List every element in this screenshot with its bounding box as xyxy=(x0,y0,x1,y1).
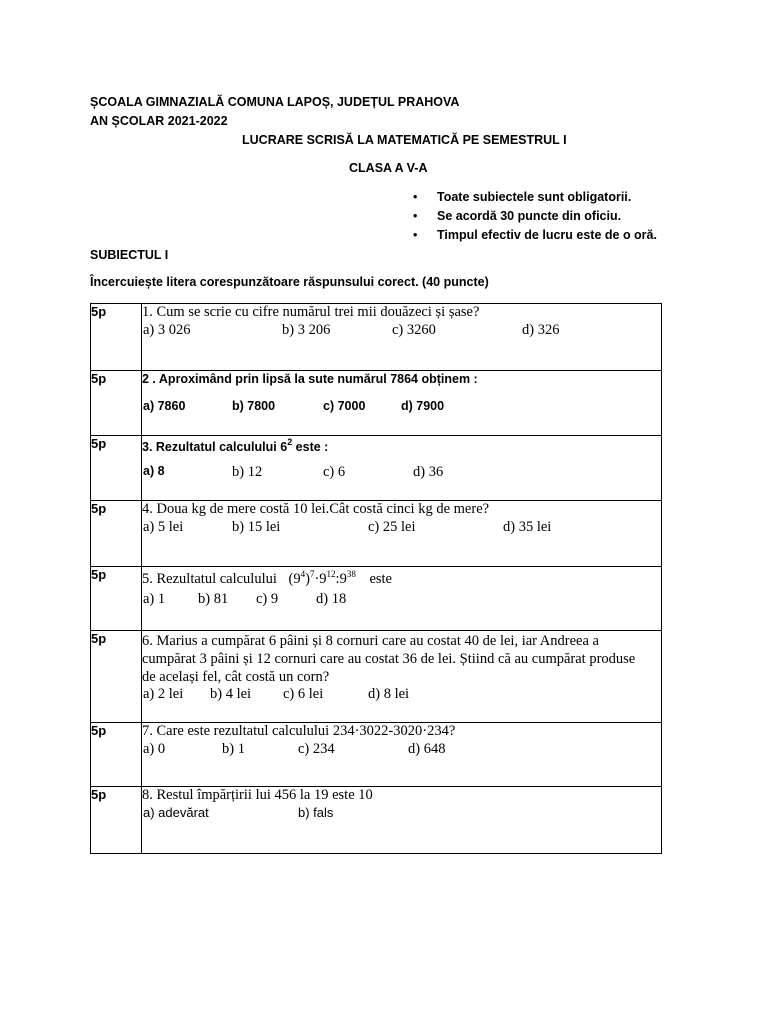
class-label: CLASA A V-A xyxy=(349,161,428,175)
question-text: 8. Restul împărțirii lui 456 la 19 este 10 xyxy=(142,787,373,803)
option[interactable]: c) 3260 xyxy=(392,322,436,338)
bullet-icon: • xyxy=(413,228,418,242)
option[interactable]: b) 4 lei xyxy=(210,686,252,702)
option[interactable]: d) 18 xyxy=(316,591,347,607)
question-points: 5p xyxy=(91,501,142,567)
question-points: 5p xyxy=(91,631,142,723)
answer-options xyxy=(142,322,661,340)
answer-options xyxy=(142,519,661,537)
option[interactable]: b) 12 xyxy=(232,464,263,480)
question-cell xyxy=(142,501,662,567)
option[interactable]: a) 1 xyxy=(143,591,166,607)
option[interactable]: b) fals xyxy=(298,805,334,820)
option[interactable]: b) 1 xyxy=(222,741,245,757)
section-instruction: Încercuiește litera corespunzătoare răspunsului corect. (40 puncte) xyxy=(90,275,489,289)
option[interactable]: a) 3 026 xyxy=(143,322,191,338)
option[interactable]: d) 35 lei xyxy=(503,519,552,535)
question-points: 5p xyxy=(91,304,142,371)
question-row xyxy=(91,787,662,854)
questions-table xyxy=(90,303,662,854)
option[interactable]: c) 6 xyxy=(323,464,346,480)
option[interactable]: d) 7900 xyxy=(401,399,445,413)
question-points: 5p xyxy=(91,371,142,436)
question-cell xyxy=(142,371,662,436)
question-row xyxy=(91,631,662,723)
question-cell xyxy=(142,723,662,787)
option[interactable]: c) 6 lei xyxy=(283,686,324,702)
bullet-icon: • xyxy=(413,209,418,223)
option[interactable]: b) 15 lei xyxy=(232,519,281,535)
question-text: 5. Rezultatul calculului $(9^4)^7\cdot 9^{12}:9^{38}$ este xyxy=(142,569,392,587)
option[interactable]: d) 326 xyxy=(522,322,560,338)
question-row xyxy=(91,371,662,436)
answer-options xyxy=(142,464,661,482)
option[interactable]: a) 0 xyxy=(143,741,166,757)
option[interactable]: d) 36 xyxy=(413,464,444,480)
question-points: 5p xyxy=(91,723,142,787)
question-points: 5p xyxy=(91,567,142,631)
option[interactable]: b) 7800 xyxy=(232,399,276,413)
answer-options xyxy=(142,686,661,704)
answer-options xyxy=(142,591,661,609)
question-row xyxy=(91,567,662,631)
section-title: SUBIECTUL I xyxy=(90,248,169,262)
question-text: 1. Cum se scrie cu cifre numărul trei mii douăzeci și șase? xyxy=(142,304,480,320)
answer-options xyxy=(142,805,661,823)
bullet-icon: • xyxy=(413,190,418,204)
question-points: 5p xyxy=(91,436,142,501)
answer-options xyxy=(142,399,661,417)
option[interactable]: b) 81 xyxy=(198,591,229,607)
question-row xyxy=(91,436,662,501)
question-text: 4. Doua kg de mere costă 10 lei.Cât costă cinci kg de mere? xyxy=(142,501,490,517)
option[interactable]: a) 5 lei xyxy=(143,519,184,535)
question-cell xyxy=(142,787,662,854)
question-text: 7. Care este rezultatul calculului 234·3022-3020·234? xyxy=(142,723,456,739)
answer-options xyxy=(142,741,661,759)
option[interactable]: b) 3 206 xyxy=(282,322,331,338)
option[interactable]: c) 25 lei xyxy=(368,519,416,535)
question-text: 2 . Aproximând prin lipsă la sute numărul 7864 obținem : xyxy=(142,372,478,386)
school-name: ȘCOALA GIMNAZIALĂ COMUNA LAPOȘ, JUDEȚUL PRAHOVA xyxy=(90,95,460,109)
option[interactable]: a) adevărat xyxy=(143,805,209,820)
question-cell xyxy=(142,567,662,631)
question-text: 6. Marius a cumpărat 6 pâini și 8 cornuri care au costat 40 de lei, iar Andreea a cumpărat 3 pâini și 12 cornuri care au costat 36 de lei. Știind că au cumpărat produse de același fel, cât costă un corn? xyxy=(142,633,636,685)
exponent: 2 xyxy=(287,437,293,447)
question-row xyxy=(91,501,662,567)
question-cell xyxy=(142,631,662,723)
option[interactable]: c) 9 xyxy=(256,591,279,607)
question-row xyxy=(91,304,662,371)
option[interactable]: a) 8 xyxy=(143,464,165,478)
question-cell xyxy=(142,436,662,501)
question-points: 5p xyxy=(91,787,142,854)
option[interactable]: d) 648 xyxy=(408,741,446,757)
school-year: AN ȘCOLAR 2021-2022 xyxy=(90,114,228,128)
question-text: 3. Rezultatul calculului $6^2$ este : xyxy=(142,437,329,454)
option[interactable]: d) 8 lei xyxy=(368,686,410,702)
math-expression: $(9^4)^7\cdot 9^{12}:9^{38}$ xyxy=(288,569,356,587)
question-cell xyxy=(142,304,662,371)
question-row xyxy=(91,723,662,787)
option[interactable]: a) 7860 xyxy=(143,399,186,413)
page-title: LUCRARE SCRISĂ LA MATEMATICĂ PE SEMESTRUL I xyxy=(242,133,567,147)
option[interactable]: a) 2 lei xyxy=(143,686,184,702)
option[interactable]: c) 7000 xyxy=(323,399,366,413)
option[interactable]: c) 234 xyxy=(298,741,335,757)
